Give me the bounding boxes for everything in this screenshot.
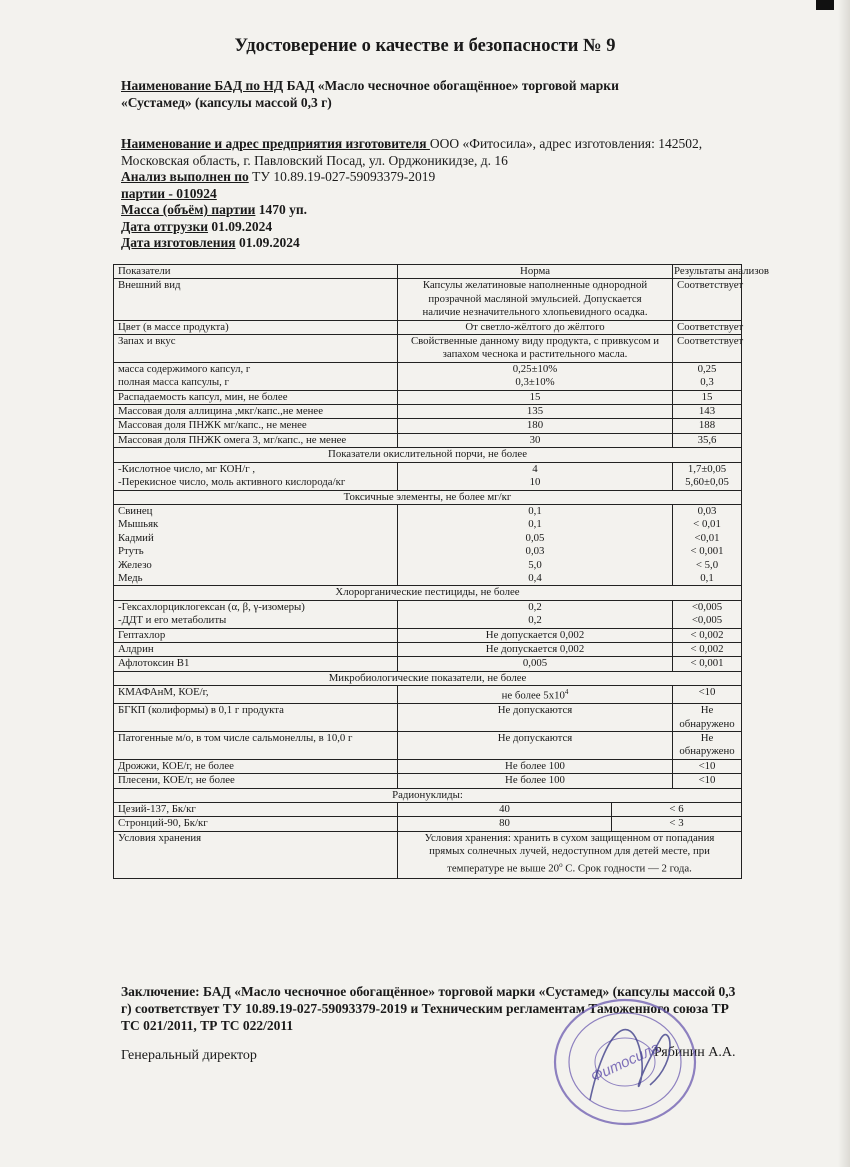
toxic-norm: 0,1 xyxy=(528,518,542,531)
header-result: Результаты анализов xyxy=(674,265,770,277)
batch-number: партии - 010924 xyxy=(121,185,217,201)
toxic-result: 0,1 xyxy=(700,571,714,584)
acid-number-name: -Кислотное число, мг КОН/г , xyxy=(118,462,256,475)
smell-norm: Свойственные данному виду продукта, с привкусом и запахом чеснока и растительного масла. xyxy=(398,335,673,363)
color-result: Соответствует xyxy=(673,320,742,334)
section-row xyxy=(114,448,742,462)
table-row xyxy=(114,433,742,447)
section-oxidation: Показатели окислительной порчи, не более xyxy=(114,448,742,462)
smell-name: Запах и вкус xyxy=(114,335,398,363)
acid-number-norm: 4 xyxy=(532,462,538,475)
hch-norm: 0,2 xyxy=(528,600,542,613)
section-row xyxy=(114,788,742,802)
heptachlor-name: Гептахлор xyxy=(114,628,398,642)
batch-mass-value: 1470 уп. xyxy=(255,202,308,217)
peroxide-number-name: -Перекисное число, моль активного кислорода/кг xyxy=(118,476,346,489)
maker-block xyxy=(121,136,731,252)
product-name-value-1: БАД «Масло чесночное обогащённое» торговой марки xyxy=(283,78,619,93)
section-radio: Радионуклиды: xyxy=(114,788,742,802)
patho-norm: Не допускаются xyxy=(398,732,673,760)
color-name: Цвет (в массе продукта) xyxy=(114,320,398,334)
toxic-norm: 0,05 xyxy=(525,531,545,544)
bgkp-norm: Не допускаются xyxy=(398,704,673,732)
toxic-name: Кадмий xyxy=(118,531,154,544)
bgkp-result: Не обнаружено xyxy=(673,704,742,732)
table-row xyxy=(114,405,742,419)
peroxide-number-result: 5,60±0,05 xyxy=(685,476,729,489)
header-norm: Норма xyxy=(398,265,673,279)
kmafanm-name: КМАФАнМ, КОЕ/г, xyxy=(114,686,398,704)
table-row xyxy=(114,686,742,704)
toxic-norm: 0,1 xyxy=(528,504,542,517)
section-row xyxy=(114,490,742,504)
disint-result: 15 xyxy=(673,390,742,404)
ship-date-label: Дата отгрузки xyxy=(121,218,209,234)
omega3-result: 35,6 xyxy=(673,433,742,447)
toxic-result: < 0,001 xyxy=(690,545,724,558)
maker-label: Наименование и адрес предприятия изготовителя xyxy=(121,136,430,151)
section-micro: Микробиологические показатели, не более xyxy=(114,671,742,685)
storage-degree: о xyxy=(559,860,563,869)
hch-result: <0,005 xyxy=(691,600,723,613)
made-date-label: Дата изготовления xyxy=(121,235,236,250)
product-name-value-2: «Сустамед» (капсулы массой 0,3 г) xyxy=(121,94,332,110)
kmafanm-result: <10 xyxy=(673,686,742,704)
allicin-norm: 135 xyxy=(398,405,673,419)
heptachlor-norm: Не допускается 0,002 xyxy=(398,628,673,642)
mold-name: Плесени, КОЕ/г, не более xyxy=(114,774,398,788)
analysis-value: ТУ 10.89.19-027-59093379-2019 xyxy=(248,169,436,184)
yeast-name: Дрожжи, КОЕ/г, не более xyxy=(114,759,398,773)
mold-result: <10 xyxy=(673,774,742,788)
toxic-name: Медь xyxy=(118,571,143,584)
mass-name-2: полная масса капсулы, г xyxy=(118,376,229,389)
kmafanm-norm-exp: 4 xyxy=(564,688,569,697)
analysis-label: Анализ выполнен по xyxy=(121,169,249,184)
director-name: Рябинин А.А. xyxy=(654,1045,736,1060)
ddt-norm: 0,2 xyxy=(528,614,542,627)
company-stamp xyxy=(530,990,710,1130)
acid-number-result: 1,7±0,05 xyxy=(687,462,727,475)
section-toxic: Токсичные элементы, не более мг/кг xyxy=(114,490,742,504)
table-row xyxy=(114,419,742,433)
peroxide-number-norm: 10 xyxy=(529,476,541,489)
pufa-norm: 180 xyxy=(398,419,673,433)
section-row xyxy=(114,671,742,685)
corner-mark xyxy=(816,0,834,10)
appearance-name: Внешний вид xyxy=(114,279,398,320)
table-row xyxy=(114,504,742,585)
strontium-name: Стронций-90, Бк/кг xyxy=(114,817,398,831)
appearance-result: Соответствует xyxy=(673,279,742,320)
patho-name: Патогенные м/о, в том числе сальмонеллы, в 10,0 г xyxy=(114,732,398,760)
allicin-result: 143 xyxy=(673,405,742,419)
disint-name: Распадаемость капсул, мин, не более xyxy=(114,390,398,404)
product-name-block xyxy=(121,78,731,111)
yeast-result: <10 xyxy=(673,759,742,773)
maker-value-2: Московская область, г. Павловский Посад, ул. Орджоникидзе, д. 16 xyxy=(121,152,508,168)
yeast-norm: Не более 100 xyxy=(398,759,673,773)
table-row xyxy=(114,759,742,773)
batch-mass-label: Масса (объём) партии xyxy=(121,202,256,217)
table-row xyxy=(114,657,742,671)
table-row xyxy=(114,628,742,642)
bgkp-name: БГКП (колиформы) в 0,1 г продукта xyxy=(114,704,398,732)
pufa-name: Массовая доля ПНЖК мг/капс., не менее xyxy=(114,419,398,433)
mass-norm-2: 0,3±10% xyxy=(515,376,555,389)
table-row xyxy=(114,831,742,878)
pufa-result: 188 xyxy=(673,419,742,433)
product-name-label: Наименование БАД по НД xyxy=(121,78,284,93)
toxic-result: <0,01 xyxy=(694,531,720,544)
quality-table xyxy=(113,264,770,879)
table-row xyxy=(114,279,742,320)
table-row xyxy=(114,362,742,390)
ship-date-value: 01.09.2024 xyxy=(208,218,273,234)
section-row xyxy=(114,586,742,600)
aldrin-name: Алдрин xyxy=(114,642,398,656)
appearance-norm: Капсулы желатиновые наполненные однородной прозрачной масляной эмульсией. Допускается наличие незначительного хлопьевидного осадка. xyxy=(398,279,673,320)
table-row xyxy=(114,803,742,817)
mold-norm: Не более 100 xyxy=(398,774,673,788)
table-row xyxy=(114,335,742,363)
toxic-name: Ртуть xyxy=(118,545,144,558)
conclusion: Заключение: БАД «Масло чесночное обогащённое» торговой марки «Сустамед» (капсулы массой 0,3 г) соответствует ТУ 10.89.19-027-59093379-2019 и Техническим регламентам Таможенного союза ТР ТС 021/2011, ТР ТС 022/2011 xyxy=(121,984,736,1033)
hch-name: -Гексахлорциклогексан (α, β, γ-изомеры) xyxy=(118,600,305,613)
aflatoxin-norm: 0,005 xyxy=(398,657,673,671)
mass-name-1: масса содержимого капсул, г xyxy=(118,362,251,375)
toxic-norm: 0,03 xyxy=(525,545,545,558)
table-row xyxy=(114,704,742,732)
document-title: Удостоверение о качестве и безопасности № 9 xyxy=(234,36,616,56)
ddt-name: -ДДТ и его метаболиты xyxy=(118,614,227,627)
ddt-result: <0,005 xyxy=(691,614,723,627)
storage-name: Условия хранения xyxy=(114,831,398,878)
toxic-name: Железо xyxy=(118,558,152,571)
strontium-result: < 3 xyxy=(612,817,742,831)
patho-result: Не обнаружено xyxy=(673,732,742,760)
toxic-norm: 5,0 xyxy=(528,558,542,571)
omega3-norm: 30 xyxy=(398,433,673,447)
storage-norm: Условия хранения: хранить в сухом защищенном от попадания прямых солнечных лучей, недоступном для детей месте, при температуре не выше 20 xyxy=(424,831,715,875)
toxic-result: < 5,0 xyxy=(695,558,719,571)
table-row xyxy=(114,320,742,334)
header-indicator: Показатели xyxy=(114,265,398,279)
cesium-name: Цезий-137, Бк/кг xyxy=(114,803,398,817)
mass-norm-1: 0,25±10% xyxy=(512,362,558,375)
kmafanm-norm: не более 5х10 xyxy=(501,689,565,702)
director-title: Генеральный директор xyxy=(121,1048,257,1063)
table-row xyxy=(114,642,742,656)
heptachlor-result: < 0,002 xyxy=(673,628,742,642)
table-row xyxy=(114,390,742,404)
table-row xyxy=(114,817,742,831)
aflatoxin-name: Афлотоксин В1 xyxy=(114,657,398,671)
toxic-result: 0,03 xyxy=(697,504,717,517)
page-edge-shadow xyxy=(838,0,850,1167)
toxic-name: Мышьяк xyxy=(118,518,159,531)
mass-result-1: 0,25 xyxy=(697,362,717,375)
section-pesticides: Хлорорганические пестициды, не более xyxy=(114,586,742,600)
cesium-result: < 6 xyxy=(612,803,742,817)
toxic-name: Свинец xyxy=(118,504,153,517)
storage-norm-tail: С. Срок годности — 2 года. xyxy=(562,862,692,875)
color-norm: От светло-жёлтого до жёлтого xyxy=(398,320,673,334)
toxic-norm: 0,4 xyxy=(528,571,542,584)
stamp-text: Фитосила xyxy=(588,1039,663,1086)
table-row xyxy=(114,462,742,490)
smell-result: Соответствует xyxy=(673,335,742,363)
aldrin-result: < 0,002 xyxy=(673,642,742,656)
aflatoxin-result: < 0,001 xyxy=(673,657,742,671)
omega3-name: Массовая доля ПНЖК омега 3, мг/капс., не менее xyxy=(114,433,398,447)
table-row xyxy=(114,774,742,788)
cesium-norm: 40 xyxy=(398,803,612,817)
maker-value-1: ООО «Фитосила», адрес изготовления: 142502, xyxy=(429,136,703,151)
table-row xyxy=(114,732,742,760)
mass-result-2: 0,3 xyxy=(700,376,714,389)
strontium-norm: 80 xyxy=(398,817,612,831)
aldrin-norm: Не допускается 0,002 xyxy=(398,642,673,656)
made-date-value: 01.09.2024 xyxy=(235,235,300,250)
table-header-row xyxy=(114,265,742,279)
disint-norm: 15 xyxy=(398,390,673,404)
allicin-name: Массовая доля аллицина ,мкг/капс.,не менее xyxy=(114,405,398,419)
toxic-result: < 0,01 xyxy=(693,518,721,531)
table-row xyxy=(114,600,742,628)
